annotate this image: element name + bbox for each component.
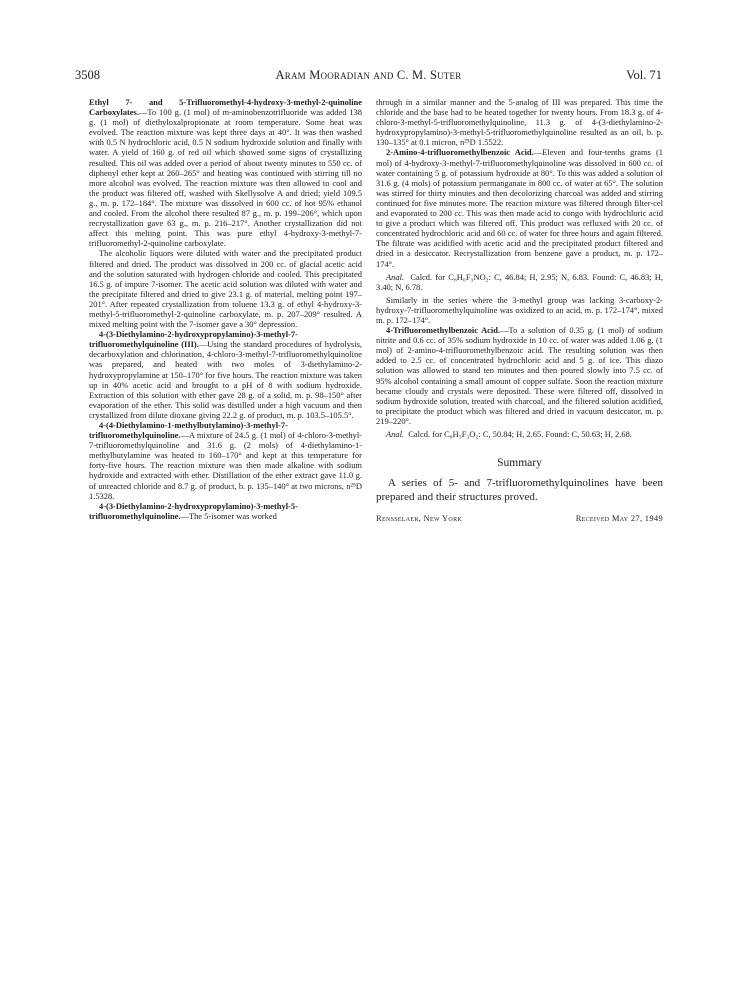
paragraph-text: —Eleven and four-tenths grams (1 mol) of 4-hydroxy-3-methyl-7-trifluoromethylquinoline was dissolved in 600 cc. of water containing 5 g. of potassium hydroxide at 80°. To this was added a solution of 31.6 g. (4 mols) of potassium permanganate in 800 cc. of water at 65°. The solution was stirred for thirty minutes and then decolorizing charcoal was added and stirring continued for five minutes more. The reaction mixture was filtered through filter-cel and evaporated to 200 cc. This was then made acid to congo with hydrochloric acid to give a product which was filtered off. This product was refluxed with 20 cc. of concentrated hydrochloric acid and 60 cc. of water for three hours and again filtered. The filtrate was acidified with acetic acid and the precipitated product filtered and dried in a desiccator. Recrystallization from benzene gave a product, m. p. 172–174°.: [376, 147, 664, 269]
paragraph-text: The alcoholic liquors were diluted with water and the precipitated product filtered and dried. The product was dissolved in 200 cc. of glacial acetic acid and the solution saturated with hydrogen chloride and cooled. This precipitated 16.5 g. of impure 7-isomer. The acetic acid solution was diluted with water and the precipitate filtered and dried to give 23.1 g. of material, melting point 197–201°. After repeated crystallization from toluene 13.3 g. of ethyl 4-hydroxy-3-methyl-5-trifluoromethyl-2-quinoline carboxylate, m. p. 207–209° resulted. A mixed melting point with the 7-isomer gave a 30° depression.: [89, 248, 362, 330]
paragraph-text: through in a similar manner and the 5-analog of III was prepared. This time the chloride and the base had to be heated together for twenty hours. From 18.3 g. of 4-chloro-3-methyl-5-trifluoromethylquinoline, 11.3 g. of 4-(3-diethylamino-2-hydroxypropylamino)-3-methyl-5-trifluoromethylquinoline resulted as an oil, b. p. 130–135° at 0.1 micron, n²⁵D 1.5522.: [376, 97, 663, 148]
section-heading: Ethyl 7- and 5-Trifluoromethyl-4-hydroxy-3-methyl-2-quinoline Carboxylates.: [89, 97, 362, 118]
analysis-line: [376, 272, 663, 292]
volume-label: Vol. 71: [626, 68, 662, 82]
paragraph-alcoholic-liquors: [89, 248, 362, 329]
right-column: [376, 97, 663, 525]
paragraph-aminobenzoic-acid: [376, 147, 663, 268]
paragraph-5-isomer: [89, 501, 362, 521]
paragraph-text: —A mixture of 24.5 g. (1 mol) of 4-chloro-3-methyl-7-trifluoromethylquinoline and 31.6 g. (2 mols) of 4-diethylamino-1-methylbutylamine was heated to 160–170° and kept at this temperature for forty-five hours. The reaction mixture was then made alkaline with sodium hydroxide and extracted with ether. Distillation of the ether extract gave 11.0 g. of unreacted chloride and 8.7 g. of product, b. p. 135–140° at two microns, n²⁵D 1.5328.: [89, 430, 362, 501]
paragraph-text: —To 100 g. (1 mol) of m-aminobenzotrifluoride was added 138 g. (1 mol) of diethyloxalpropionate at room temperature. Some heat was evolved. The reaction mixture was kept three days at 40°. It was then washed with 0.5 N hydrochloric acid, 0.5 N sodium hydroxide solution and finally with water. A yield of 160 g. of red oil which showed some signs of crystallizing resulted. This oil was added over a period of about twenty minutes to 550 cc. of diphenyl ether kept at 260–265° and heating was continued with stirring till no more alcohol was evolved. The reaction mixture was then allowed to cool and the product was filtered off, washed with Skellysolve A and dried; yield 109.5 g., m. p. 172–184°. The mixture was dissolved in 600 cc. of hot 95% ethanol and cooled. From the alcohol there resulted 87 g., m. p. 199–206°, which upon recrystallization gave 63 g., m. p. 216–217°. Another crystallization did not affect this melting point. This was pure ethyl 4-hydroxy-3-methyl-7-trifluoromethyl-2-quinoline carboxylate.: [89, 107, 362, 249]
paragraph-methylbutylamino: [89, 420, 362, 501]
paragraph-text: —To a solution of 0.35 g. (1 mol) of sodium nitrite and 0.6 cc. of 35% sodium hydroxide in 10 cc. of water was added 1.06 g. (1 mol) of 2-amino-4-trifluoromethylbenzoic acid. The resulting solution was then added to 2.5 cc. of concentrated hydrochloric acid and 5 g. of ice. This diazo solution was allowed to stand ten minutes and then poured slowly into 7.5 cc. of 95% alcohol containing a small amount of copper sulfate. Soon the reaction mixture became cloudy and crystals were deposited. These were filtered off, dissolved in sodium hydroxide solution, treated with charcoal, and the filtered solution acidified, to precipitate the product which was filtered and dried in vacuum desiccator, m. p. 219–220°.: [376, 325, 663, 426]
received-date: Received May 27, 1949: [575, 513, 663, 524]
section-heading: 4-Trifluoromethylbenzoic Acid.: [386, 325, 501, 336]
analysis-label: Anal.: [386, 271, 405, 282]
section-heading: 4-(3-Diethylamino-2-hydroxypropylamino)-3-methyl-5-trifluoromethylquinoline.: [89, 500, 298, 521]
paragraph-continuation: [376, 97, 663, 147]
paragraph-similarly: [376, 295, 663, 325]
paragraph-text: —Using the standard procedures of hydrolysis, decarboxylation and chlorination, 4-chloro-3-methyl-7-trifluoromethylquinoline was prepared, and heated with two moles of 3-diethylamino-2-hydroxypropylamine at 150–170° for five hours. The reaction mixture was taken up in 40% acetic acid and brought to a pH of 8 with sodium hydroxide. Extraction of this solution with ether gave 28 g. of a solid, m. p. 98–150° after evaporation of the ether. This solid was distilled under a high vacuum and then crystallized from dilute dioxane giving 22.2 g. of product, m. p. 103.5–105.5°.: [89, 339, 362, 420]
page-number: 3508: [75, 68, 100, 82]
summary-heading: Summary: [497, 457, 542, 470]
analysis-text: Calcd. for C₈H₅F₃O₂: C, 50.84; H, 2.65. Found: C, 50.63; H, 2.68.: [408, 429, 632, 439]
summary-text: A series of 5- and 7-trifluoromethylquinolines have been prepared and their structures proved.: [376, 477, 663, 503]
analysis-text: Calcd. for C₈H₆F₃NO₂: C, 46.84; H, 2.95; N, 6.83. Found: C, 46.83; H, 3.40; N, 6.78.: [376, 271, 663, 292]
paragraph-ethyl-carboxylates: [89, 97, 362, 248]
dateline: [376, 513, 663, 525]
location-label: Rensselaer, New York: [376, 513, 463, 524]
paragraph-text: —The 5-isomer was worked: [180, 510, 277, 521]
paragraph-text: Similarly in the series where the 3-methyl group was lacking 3-carboxy-2-hydroxy-7-trifluoromethylquinoline was oxidized to an acid, m. p. 172–174°, mixed m. p. 172–174°.: [376, 294, 663, 325]
paragraph-benzoic-acid: [376, 325, 663, 426]
section-heading: 4-(3-Diethylamino-2-hydroxypropylamino)-3-methyl-7-trifluoromethylquinoline (III).: [89, 329, 298, 350]
section-heading: 4-(4-Diethylamino-1-methylbutylamino)-3-methyl-7-trifluoromethylquinoline.: [89, 420, 288, 441]
analysis-line: [376, 429, 663, 439]
running-head-authors: Aram Mooradian and C. M. Suter: [275, 68, 462, 82]
section-heading: 2-Amino-4-trifluoromethylbenzoic Acid.: [386, 147, 534, 158]
analysis-label: Anal.: [386, 429, 405, 439]
paragraph-compound-iii: [89, 329, 362, 420]
left-column: [89, 97, 362, 521]
page-header: [75, 68, 662, 84]
